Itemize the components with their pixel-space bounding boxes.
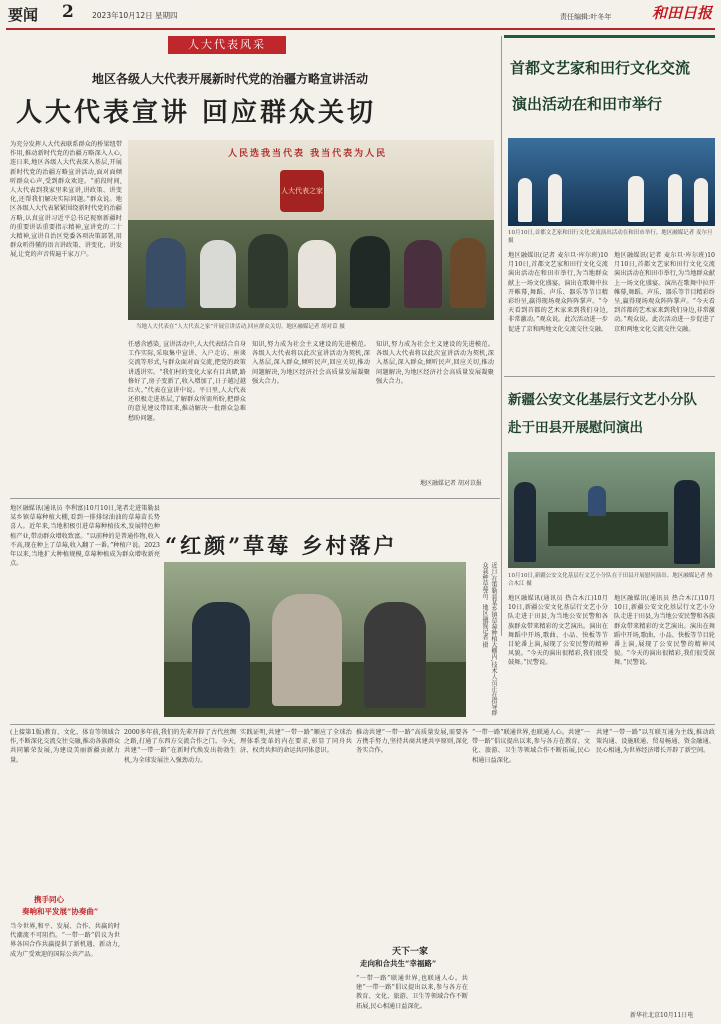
side2-headline-2: 赴于田县开展慰问演出 [508, 420, 643, 436]
bottom-rule [10, 724, 715, 725]
lead-byline: 地区融媒记者 胡对苡报 [420, 480, 482, 487]
header-rule [6, 28, 715, 30]
side2-text-col2: 地区融媒讯(通讯员 热合木江)10月10日,新疆公安文化基层行文艺小分队走进于田县,为当地公安民警和各族群众带来精彩的文艺演出。演出在舞蹈中开场,歌曲、小品、快板等节目轮番上演,展现了公安民警的精神风貌。“今天的演出很精彩,我们很受鼓舞。”民警说。 [614, 595, 715, 667]
story2-vertical-caption: 近日,在策勒县某乡镇草莓种植大棚内,技术人员正在指导群众栽种草莓苗。地区融媒记者 摄 [481, 562, 497, 716]
lead-headline: 人大代表宣讲 回应群众关切 [16, 98, 377, 128]
lead-photo-caption: 当地人大代表在“人大代表之家”开展宣讲活动,回应群众关切。地区融媒记者 胡对苡 摄 [136, 324, 345, 330]
side1-text-col2: 地区融媒讯(记者 麦尔旦·库尔班)10月10日,首都文艺家和田行文化交流演出活动在和田市举行,为当地群众献上一场文化盛宴。演出在歌舞中拉开帷幕,舞蹈、声乐、器乐等节目精彩纷呈,赢得现场观众阵阵掌声。“今天看到首都的艺术家来到我们身边,非常激动。”观众说。此次活动进一步促进了京和两地文化交流交往交融。 [614, 252, 715, 333]
story2-photo [164, 562, 466, 717]
bottom-col1-more: 当今世界,和平、发展、合作、共赢的时代潮流不可阻挡。“一带一路”倡议为世界各国合作共赢提供了新机遇、新动力,成为广受欢迎的国际公共产品。 [10, 923, 120, 958]
lead-text-col4: 知识,努力成为社会主义建设的先进模范。各级人大代表将以此次宣讲活动为契机,深入基层,深入群众,倾听民声,回应关切,推动问题解决,为地区经济社会高质量发展凝聚强大合力。 [376, 341, 494, 385]
lead-text-col3: 知识,努力成为社会主义建设的先进模范。各级人大代表将以此次宣讲活动为契机,深入基层,深入群众,倾听民声,回应关切,推动问题解决,为地区经济社会高质量发展凝聚强大合力。 [252, 341, 370, 385]
bottom-byline: 新华社北京10月11日电 [630, 1012, 694, 1019]
bottom-col1-text: (上接第1版)教育、文化、体育等领域合作,不断深化交流交往交融,推动各族群众共同繁荣发展,为建设美丽新疆贡献力量。 [10, 729, 120, 764]
editor-credit: 责任编辑:叶冬年 [560, 13, 612, 21]
page-header [0, 0, 721, 30]
lead-text-col1: 为充分发挥人大代表联系群众的桥梁纽带作用,推动新时代党的治疆方略深入人心,连日来,地区各级人大代表深入基层,开展新时代党的治疆方略宣讲活动,面对面倾听群众心声,受到群众欢迎。“前段时间,人大代表到我家里来宣讲,讲政策、讲变化,还帮我们解决实际问题。”群众说。地区各级人大代表紧紧围绕新时代党的治疆方略,认真宣讲习近平总书记视察新疆时的重要讲话重要指示精神,宣讲党的二十大精神,宣讲自治区党委各项决策部署,用群众听得懂的语言讲政策、讲变化、讲发展,让党的声音传遍千家万户。 [10, 141, 122, 259]
side1-headline-1: 首都文艺家和田行文化交流 [510, 59, 691, 77]
column-tag: 人大代表风采 [168, 36, 286, 54]
side1-photo [508, 138, 715, 226]
column-divider [501, 36, 502, 636]
story2-text-col1: 地区融媒讯(通讯员 李利富)10月10日,笔者走进策勒县某乡镇草莓种植大棚,看到一排排绿油油的草莓苗长势喜人。近年来,当地积极引进草莓种植技术,发展特色种植产业,带动群众增收致富。“以前种的是普通作物,收入不高,现在种上了草莓,收入翻了一番。”种植户说。2023年以来,当地扩大种植规模,草莓种植成为群众增收新亮点。 [10, 505, 160, 568]
story2-title: “红颜”草莓 乡村落户 [165, 533, 398, 558]
lead-text-col2: 任感含感染, 宣讲活动中,人大代表结合自身工作实际,采取集中宣讲、入户走访、座谈交流等形式,与群众面对面交流,把党的政策讲透讲实。“我们村的变化大家有目共睹,路修好了,房子变新了,收入增加了,日子越过越红火。”代表在宣讲中说。平日里,人大代表还积极走进基层,了解群众所需所盼,把群众的意见建议带回来,推动解决一批群众急难愁盼问题。 [128, 341, 246, 422]
side2-headline-1: 新疆公安文化基层行文艺小分队 [508, 392, 697, 408]
bottom-col4-text: 推动共建“一带一路”高质量发展,需要各方携手努力,坚持共商共建共享原则,深化务实合作。 [356, 729, 468, 755]
side1-headline-2: 演出活动在和田市举行 [512, 95, 663, 113]
newspaper-brand: 和田日报 [652, 4, 713, 22]
issue-date: 2023年10月12日 星期四 [92, 11, 178, 20]
bottom-col6-text: 共建“一带一路”以互联互通为主线,推动政策沟通、设施联通、贸易畅通、资金融通、民心相通,为世界经济增长开辟了新空间。 [596, 729, 715, 755]
bottom-col4-more: “一带一路”联通世界,也联通人心。共建“一带一路”倡议提出以来,参与各方在教育、文化、旅游、卫生等领域合作不断拓展,民心相通日益深化。 [356, 975, 468, 1010]
side2-text-col1: 地区融媒讯(通讯员 热合木江)10月10日,新疆公安文化基层行文艺小分队走进于田县,为当地公安民警和各族群众带来精彩的文艺演出。演出在舞蹈中开场,歌曲、小品、快板等节目轮番上演,展现了公安民警的精神风貌。“今天的演出很精彩,我们很受鼓舞。”民警说。 [508, 595, 608, 667]
side2-photo [508, 452, 715, 568]
bottom-subhead-2b: 走向和合共生“幸福路” [360, 959, 437, 968]
lead-subtitle: 地区各级人大代表开展新时代党的治疆方略宣讲活动 [92, 72, 369, 86]
side2-photo-caption: 10月10日,新疆公安文化基层行文艺小分队在于田县开展慰问演出。地区融媒记者 热合木江 摄 [508, 573, 713, 587]
bottom-subhead-1: 携手同心 [34, 895, 64, 904]
bottom-col3-text: 实践证明,共建“一带一路”顺应了全球治理体系变革的内在要求,彰显了同舟共济、权责共担的命运共同体意识。 [240, 729, 352, 755]
story2-rule [10, 498, 500, 499]
bottom-col2-text: 2000多年前,我们的先辈开辟了古代丝绸之路,打通了东西方交流合作之门。今天,共建“一带一路”在新时代焕发出勃勃生机,为全球发展注入强劲动力。 [124, 729, 236, 764]
side1-rule [504, 35, 715, 38]
bottom-col5-text: “一带一路”联通世界,也联通人心。共建“一带一路”倡议提出以来,参与各方在教育、文化、旅游、卫生等领域合作不断拓展,民心相通日益深化。 [472, 729, 590, 764]
side-divider [504, 376, 715, 377]
section-name: 要闻 [8, 6, 39, 24]
photo-sign: 人大代表之家 [280, 170, 324, 212]
lead-photo [128, 140, 494, 320]
side1-text-col1: 地区融媒讯(记者 麦尔旦·库尔班)10月10日,首都文艺家和田行文化交流演出活动在和田市举行,为当地群众献上一场文化盛宴。演出在歌舞中拉开帷幕,舞蹈、声乐、器乐等节目精彩纷呈,赢得现场观众阵阵掌声。“今天看到首都的艺术家来到我们身边,非常激动。”观众说。此次活动进一步促进了京和两地文化交流交往交融。 [508, 252, 608, 333]
bottom-subhead-2: 天下一家 [392, 947, 429, 957]
side1-photo-caption: 10月10日,首都文艺家和田行文化交流演出活动在和田市举行。地区融媒记者 麦尔旦 摄 [508, 230, 713, 244]
bottom-subhead-1b: 奏响和平发展“协奏曲” [22, 907, 99, 916]
photo-banner: 人民选我当代表 我当代表为人民 [228, 149, 388, 159]
page-number: 2 [62, 2, 74, 22]
